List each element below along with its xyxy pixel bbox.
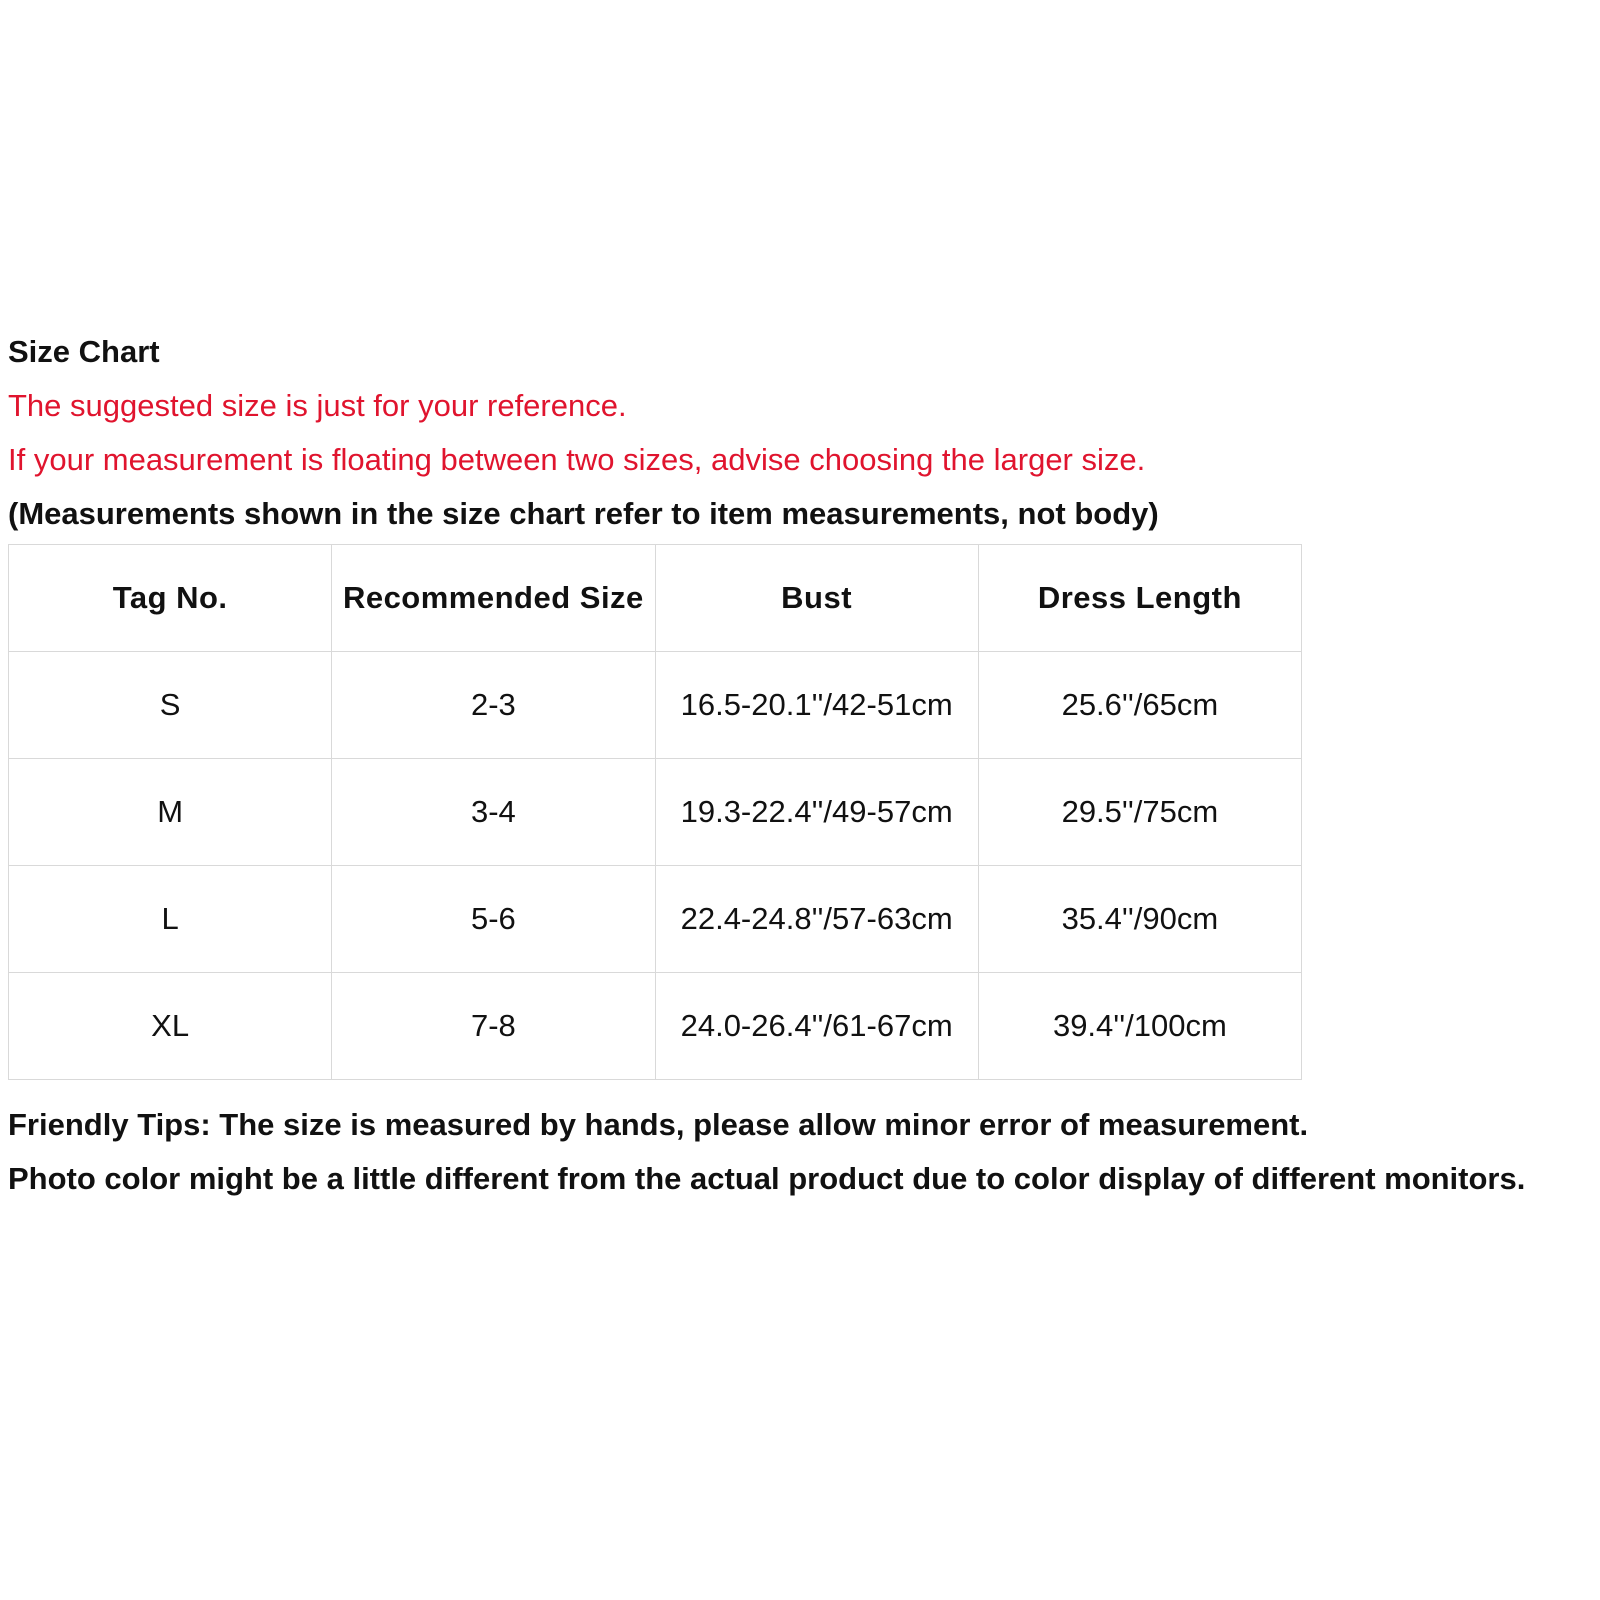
table-row <box>9 866 1302 973</box>
cell-tag-no: XL <box>9 973 332 1080</box>
cell-recommended-size: 2-3 <box>332 652 655 759</box>
cell-tag-no: M <box>9 759 332 866</box>
table-row <box>9 652 1302 759</box>
cell-recommended-size: 5-6 <box>332 866 655 973</box>
reference-note: The suggested size is just for your reference. <box>8 388 627 423</box>
cell-bust: 19.3-22.4''/49-57cm <box>655 759 978 866</box>
measurements-note: (Measurements shown in the size chart refer to item measurements, not body) <box>8 496 1159 531</box>
cell-recommended-size: 7-8 <box>332 973 655 1080</box>
size-table <box>8 544 1302 1080</box>
header-bust: Bust <box>655 545 978 652</box>
table-header-row <box>9 545 1302 652</box>
header-tag-no: Tag No. <box>9 545 332 652</box>
cell-dress-length: 39.4''/100cm <box>978 973 1301 1080</box>
cell-dress-length: 25.6''/65cm <box>978 652 1301 759</box>
cell-dress-length: 29.5''/75cm <box>978 759 1301 866</box>
cell-tag-no: S <box>9 652 332 759</box>
cell-tag-no: L <box>9 866 332 973</box>
cell-recommended-size: 3-4 <box>332 759 655 866</box>
table-row <box>9 973 1302 1080</box>
header-dress-length: Dress Length <box>978 545 1301 652</box>
size-chart-document <box>8 325 1598 1206</box>
cell-bust: 22.4-24.8''/57-63cm <box>655 866 978 973</box>
tip-photo-color: Photo color might be a little different from the actual product due to color display of different monitors. <box>8 1161 1526 1196</box>
page-title: Size Chart <box>8 334 160 369</box>
tip-measured-by-hands: Friendly Tips: The size is measured by hands, please allow minor error of measurement. <box>8 1107 1309 1142</box>
friendly-tips <box>8 1098 1598 1206</box>
cell-bust: 24.0-26.4''/61-67cm <box>655 973 978 1080</box>
floating-size-note: If your measurement is floating between two sizes, advise choosing the larger size. <box>8 442 1146 477</box>
header-recommended-size: Recommended Size <box>332 545 655 652</box>
cell-dress-length: 35.4''/90cm <box>978 866 1301 973</box>
cell-bust: 16.5-20.1''/42-51cm <box>655 652 978 759</box>
table-row <box>9 759 1302 866</box>
